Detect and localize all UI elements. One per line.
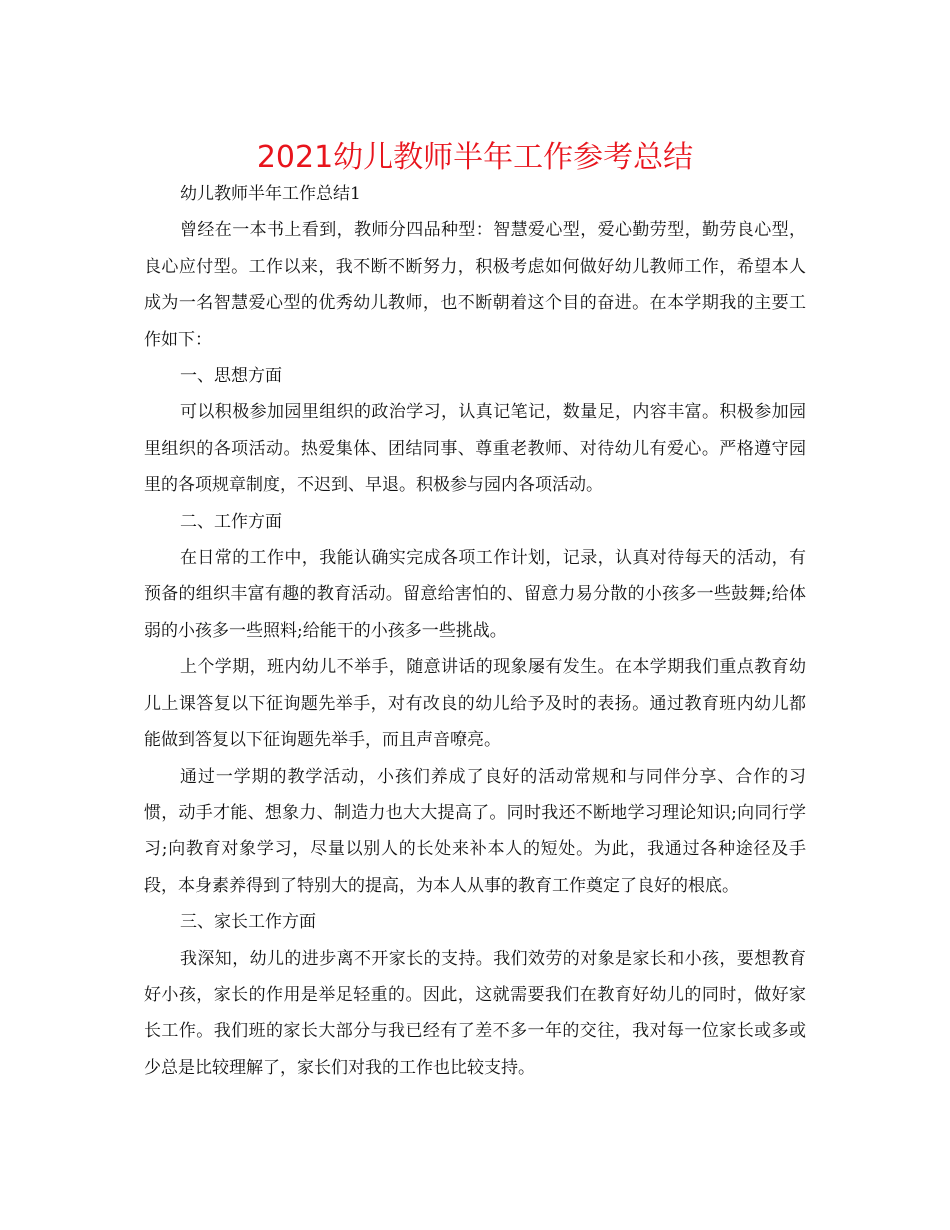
section-heading-parents: 三、家长工作方面 (180, 912, 316, 933)
paragraph-thought: 可以积极参加园里组织的政治学习，认真记笔记，数量足，内容丰富。积极参加园里组织的各项活动。热爱集体、团结同事、尊重老教师、对待幼儿有爱心。严格遵守园里的各项规章制度，不迟到、早退。积极参与园内各项活动。 (144, 402, 806, 496)
paragraph-parents: 我深知，幼儿的进步离不开家长的支持。我们效劳的对象是家长和小孩，要想教育好小孩，家长的作用是举足轻重的。因此，这就需要我们在教育好幼儿的同时，做好家长工作。我们班的家长大部分与我已经有了差不多一年的交往，我对每一位家长或多或少总是比较理解了，家长们对我的工作也比较支持。 (144, 948, 806, 1078)
section-subtitle: 幼儿教师半年工作总结1 (180, 184, 361, 204)
section-heading-thought: 一、思想方面 (180, 366, 282, 387)
paragraph-work-2: 上个学期，班内幼儿不举手，随意讲话的现象屡有发生。在本学期我们重点教育幼儿上课答复以下征询题先举手，对有改良的幼儿给予及时的表扬。通过教育班内幼儿都能做到答复以下征询题先举手，而且声音嘹亮。 (144, 657, 806, 751)
section-heading-work: 二、工作方面 (180, 511, 282, 532)
paragraph-intro: 曾经在一本书上看到，教师分四品种型：智慧爱心型，爱心勤劳型，勤劳良心型，良心应付型。工作以来，我不断不断努力，积极考虑如何做好幼儿教师工作，希望本人成为一名智慧爱心型的优秀幼儿教师，也不断朝着这个目的奋进。在本学期我的主要工作如下： (144, 220, 806, 350)
paragraph-work-3: 通过一学期的教学活动，小孩们养成了良好的活动常规和与同伴分享、合作的习惯，动手才能、想象力、制造力也大大提高了。同时我还不断地学习理论知识;向同行学习;向教育对象学习，尽量以别人的长处来补本人的短处。为此，我通过各种途径及手段，本身素养得到了特别大的提高，为本人从事的教育工作奠定了良好的根底。 (144, 766, 806, 896)
paragraph-work-1: 在日常的工作中，我能认确实完成各项工作计划，记录，认真对待每天的活动，有预备的组织丰富有趣的教育活动。留意给害怕的、留意力易分散的小孩多一些鼓舞;给体弱的小孩多一些照料;给能干的小孩多一些挑战。 (144, 548, 806, 641)
document-title: 2021幼儿教师半年工作参考总结 (256, 140, 694, 175)
document-body (144, 176, 806, 1086)
